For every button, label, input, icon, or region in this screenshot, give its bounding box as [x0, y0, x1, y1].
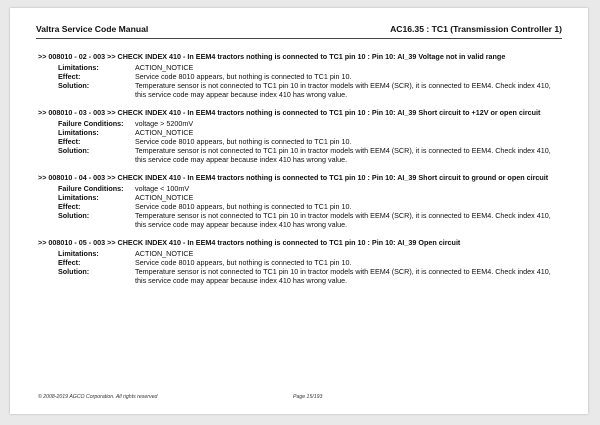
field-label: Limitations:: [58, 128, 99, 137]
field-row: [38, 119, 560, 128]
field-row: [38, 267, 560, 285]
field-value: voltage < 100mV: [135, 184, 190, 193]
field-row: [38, 81, 560, 99]
field-row: [38, 193, 560, 202]
service-code-entry: [38, 238, 560, 285]
field-row: [38, 258, 560, 267]
field-label: Solution:: [58, 211, 90, 220]
service-code-title: >> 008010 - 03 - 003 >> CHECK INDEX 410 - In EEM4 tractors nothing is connected to TC1 pin 10 : Pin 10: AI_39 Short circuit to +12V or open circuit: [38, 108, 541, 117]
field-row: [38, 202, 560, 211]
field-value: Temperature sensor is not connected to TC1 pin 10 in tractor models with EEM4 (SCR), it is connected to EEM4. Check index 410, this service code may appear because index 410 has wrong value.: [135, 146, 551, 164]
field-row: [38, 184, 560, 193]
field-row: [38, 211, 560, 229]
field-value: ACTION_NOTICE: [135, 249, 194, 258]
field-value: Service code 8010 appears, but nothing is connected to TC1 pin 10.: [135, 137, 352, 146]
service-code-title: >> 008010 - 05 - 003 >> CHECK INDEX 410 - In EEM4 tractors nothing is connected to TC1 pin 10 : Pin 10: AI_39 Open circuit: [38, 238, 461, 247]
field-label: Solution:: [58, 267, 90, 276]
field-row: [38, 137, 560, 146]
field-row: [38, 63, 560, 72]
page-number: Page 15/193: [293, 394, 323, 400]
field-label: Solution:: [58, 81, 90, 90]
service-code-entry: [38, 173, 560, 229]
field-value: Temperature sensor is not connected to TC1 pin 10 in tractor models with EEM4 (SCR), it is connected to EEM4. Check index 410, this service code may appear because index 410 has wrong value.: [135, 81, 551, 99]
field-value: Service code 8010 appears, but nothing is connected to TC1 pin 10.: [135, 202, 352, 211]
field-label: Failure Conditions:: [58, 119, 124, 128]
field-value: Temperature sensor is not connected to TC1 pin 10 in tractor models with EEM4 (SCR), it is connected to EEM4. Check index 410, this service code may appear because index 410 has wrong value.: [135, 267, 551, 285]
field-value: ACTION_NOTICE: [135, 193, 194, 202]
field-value: Temperature sensor is not connected to TC1 pin 10 in tractor models with EEM4 (SCR), it is connected to EEM4. Check index 410, this service code may appear because index 410 has wrong value.: [135, 211, 551, 229]
field-label: Effect:: [58, 137, 81, 146]
field-label: Failure Conditions:: [58, 184, 124, 193]
field-label: Limitations:: [58, 63, 99, 72]
section-title: AC16.35 : TC1 (Transmission Controller 1): [390, 24, 562, 34]
page-footer: [38, 394, 560, 404]
service-code-entry: [38, 52, 560, 99]
field-value: Service code 8010 appears, but nothing is connected to TC1 pin 10.: [135, 258, 352, 267]
field-label: Solution:: [58, 146, 90, 155]
manual-title: Valtra Service Code Manual: [36, 24, 149, 34]
field-value: ACTION_NOTICE: [135, 63, 194, 72]
field-value: Service code 8010 appears, but nothing is connected to TC1 pin 10.: [135, 72, 352, 81]
field-value: ACTION_NOTICE: [135, 128, 194, 137]
page-header: [36, 22, 562, 39]
copyright-notice: © 2008-2019 AGCO Corporation. All rights reserved: [38, 394, 158, 400]
service-code-title: >> 008010 - 04 - 003 >> CHECK INDEX 410 - In EEM4 tractors nothing is connected to TC1 pin 10 : Pin 10: AI_39 Short circuit to ground or open circuit: [38, 173, 549, 182]
document-page: [10, 8, 588, 414]
service-code-title: >> 008010 - 02 - 003 >> CHECK INDEX 410 - In EEM4 tractors nothing is connected to TC1 pin 10 : Pin 10: AI_39 Voltage not in valid range: [38, 52, 506, 61]
field-label: Limitations:: [58, 249, 99, 258]
field-label: Effect:: [58, 258, 81, 267]
field-value: voltage > 5200mV: [135, 119, 194, 128]
service-code-entry: [38, 108, 560, 164]
service-code-list: [38, 52, 560, 294]
field-label: Limitations:: [58, 193, 99, 202]
field-row: [38, 146, 560, 164]
field-row: [38, 249, 560, 258]
field-row: [38, 72, 560, 81]
field-row: [38, 128, 560, 137]
field-label: Effect:: [58, 72, 81, 81]
field-label: Effect:: [58, 202, 81, 211]
